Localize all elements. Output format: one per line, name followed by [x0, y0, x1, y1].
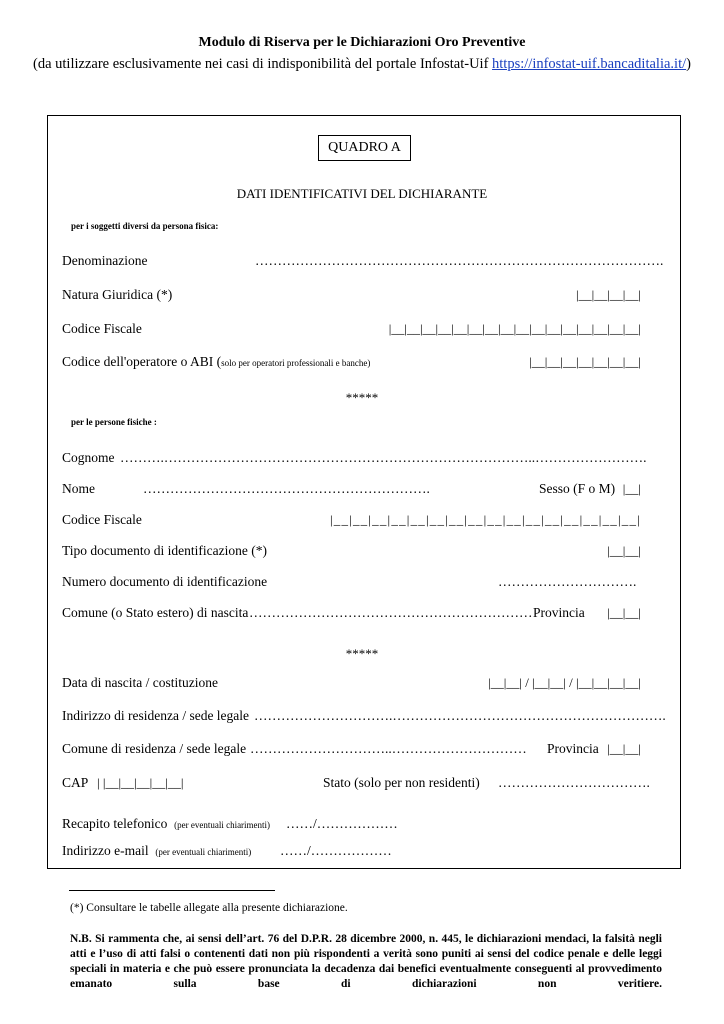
- denominazione-label: Denominazione: [62, 253, 148, 268]
- codice-fiscale-pf-label: Codice Fiscale: [62, 512, 142, 527]
- provincia-residenza-label: Provincia: [547, 741, 599, 756]
- comune-residenza-field[interactable]: …………………………..…………………………: [250, 741, 527, 756]
- natura-giuridica-label: Natura Giuridica (*): [62, 287, 173, 302]
- email-label-text: Indirizzo e-mail: [62, 843, 149, 858]
- telefono-label: [62, 816, 270, 832]
- email-note: (per eventuali chiarimenti): [155, 847, 252, 857]
- email-field[interactable]: ……/………………: [280, 843, 392, 858]
- non-physical-heading: per i soggetti diversi da persona fisica:: [71, 221, 219, 231]
- nome-label: Nome: [62, 481, 95, 496]
- comune-nascita-label: Comune (o Stato estero) di nascita: [62, 605, 249, 620]
- quadro-label: QUADRO A: [318, 135, 411, 161]
- abi-field[interactable]: |__|__|__|__|__|__|__|: [529, 354, 641, 369]
- email-label: [62, 843, 251, 859]
- subtitle-prefix: (da utilizzare esclusivamente nei casi di indisponibilità del portale Infostat-Uif: [33, 56, 493, 72]
- telefono-note: (per eventuali chiarimenti): [174, 820, 271, 830]
- codice-fiscale-pg-label: Codice Fiscale: [62, 321, 142, 336]
- numero-documento-label: Numero documento di identificazione: [62, 574, 268, 589]
- codice-fiscale-pg-field[interactable]: |__|__|__|__|__|__|__|__|__|__|__|__|__|__|__|__|: [388, 321, 641, 336]
- footnote-divider: [69, 890, 275, 891]
- codice-fiscale-pf-field[interactable]: |__|__|__|__|__|__|__|__|__|__|__|__|__|__|__|__|: [329, 512, 641, 527]
- physical-heading: per le persone fisiche :: [71, 417, 157, 427]
- sesso-label: Sesso (F o M): [539, 481, 616, 496]
- provincia-nascita-field[interactable]: |__|__|: [607, 605, 641, 620]
- page-subtitle: [0, 56, 724, 73]
- comune-nascita-field[interactable]: ………………………………………………………: [249, 605, 533, 620]
- data-nascita-label: Data di nascita / costituzione: [62, 675, 218, 690]
- indirizzo-field[interactable]: ………………………….…………………………………………………….: [254, 708, 666, 723]
- indirizzo-label: Indirizzo di residenza / sede legale: [62, 708, 250, 723]
- stato-field[interactable]: …………………………….: [498, 775, 650, 790]
- numero-documento-field[interactable]: ………………………….: [498, 574, 637, 589]
- infostat-link[interactable]: https://infostat-uif.bancaditalia.it/: [492, 56, 687, 72]
- cap-field[interactable]: | |__|__|__|__|__|: [97, 775, 184, 790]
- separator-2: *****: [345, 646, 379, 661]
- provincia-residenza-field[interactable]: |__|__|: [607, 741, 641, 756]
- section-title: DATI IDENTIFICATIVI DEL DICHIARANTE: [236, 186, 488, 201]
- tipo-documento-label: Tipo documento di identificazione (*): [62, 543, 267, 558]
- stato-label: Stato (solo per non residenti): [323, 775, 480, 790]
- telefono-field[interactable]: ……/………………: [286, 816, 398, 831]
- nb-notice: N.B. Si rammenta che, ai sensi dell’art. 76 del D.P.R. 28 dicembre 2000, n. 445, le dichiarazioni mendaci, la falsità negli atti e l’uso di atti falsi o contenenti dati non più rispondenti a verità sono puniti ai sensi del codice penale e delle leggi speciali in materia e che può essere pronunciata la decadenza dai benefici eventualmente conseguenti al provvedimento emanato sulla base di dichiarazioni non veritiere.: [70, 933, 662, 990]
- natura-giuridica-field[interactable]: |__|__|__|__|: [575, 287, 641, 302]
- denominazione-field[interactable]: ……………………………………………………………………………….: [255, 253, 664, 268]
- comune-residenza-label: Comune di residenza / sede legale: [62, 741, 247, 756]
- footnote: (*) Consultare le tabelle allegate alla presente dichiarazione.: [70, 902, 348, 914]
- cognome-label: Cognome: [62, 450, 115, 465]
- cap-label: CAP: [62, 775, 89, 790]
- subtitle-suffix: ): [686, 56, 691, 72]
- sesso-field[interactable]: |__|: [622, 481, 641, 496]
- nome-field[interactable]: ……………………………………………………….: [143, 481, 430, 496]
- tipo-documento-field[interactable]: |__|__|: [607, 543, 641, 558]
- separator-1: *****: [345, 390, 379, 405]
- data-nascita-field[interactable]: |__|__| / |__|__| / |__|__|__|__|: [488, 675, 641, 690]
- telefono-label-text: Recapito telefonico: [62, 816, 168, 831]
- provincia-nascita-label: Provincia: [533, 605, 585, 620]
- abi-label: [62, 354, 370, 370]
- abi-label-text: Codice dell'operatore o ABI (: [62, 354, 222, 369]
- abi-note: solo per operatori professionali e banche): [221, 358, 371, 368]
- page-title: Modulo di Riserva per le Dichiarazioni Oro Preventive: [198, 35, 526, 50]
- cognome-field[interactable]: ……….………………………………………………………………………..…………………….: [120, 450, 647, 465]
